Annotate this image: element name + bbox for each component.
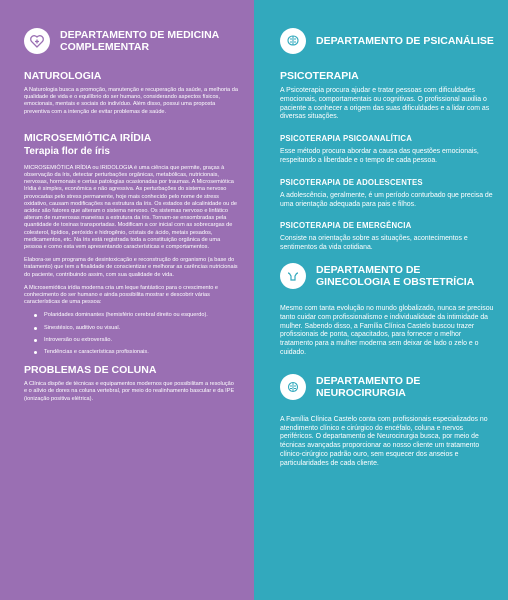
- iridia-subtitle: Terapia flor de íris: [24, 145, 110, 157]
- bullet-item: Sinestésico, auditivo ou visual.: [32, 325, 238, 332]
- iridia-p2: Elabora-se um programa de desintoxicação e reconstrução do organismo (a base do tratamento) que tem a finalidade de conscientizar e melhorar as carências nutricionais do paciente, contribuindo assim, com sua qualidade de vida.: [24, 257, 238, 278]
- iridia-p3: A Microsemiótica irídia moderna cria um leque fantástico para o crescimento e conhecimento do ser humano e ainda possibilita mostrar e descobrir várias características de uma pessoa:: [24, 284, 219, 306]
- bullet-item: Tendências e características profissionais.: [32, 349, 238, 356]
- naturologia-title: NATUROLOGIA: [24, 70, 102, 82]
- naturologia-text: A Naturologia busca a promoção, manutenção e recuperação da saúde, a melhoria da qualidade de vida e o equilíbrio do ser humano, considerando aspectos físicos, emocionais, mentais e sociais do indivíduo. Além disso, possui uma proposta preventiva com a intenção de evitar problemas de saúde.: [24, 87, 238, 115]
- dept-medicina-header: [24, 28, 238, 54]
- psicoterapia-title: PSICOTERAPIA: [280, 70, 359, 82]
- uterus-icon: [280, 263, 306, 289]
- emergencia-title: PSICOTERAPIA DE EMERGÊNCIA: [280, 221, 412, 231]
- brain-head-icon: [280, 374, 306, 400]
- brain-icon: [280, 28, 306, 54]
- gineco-text: Mesmo com tanta evolução no mundo globalizado, nunca se precisou tanto cuidar com profissionalismo e individualidade da intimidade da mulher. Sabendo disso, a Família Clínica Castelo buscou trazer profissionais de ponta, capacitados, para fornecer o melhor tratamento para a mulher moderna sem deixar de lado o zelo e o cuidado.: [280, 304, 494, 356]
- dept-psicanalise-header: [280, 28, 496, 54]
- bullet-item: Introversão ou extroversão.: [32, 337, 238, 344]
- dept-gineco-title: DEPARTAMENTO DE GINECOLOGIA E OBSTETRÍCIA: [316, 263, 475, 288]
- adolescentes-text: A adolescência, geralmente, é um período conturbado que precisa de uma orientação adequada para pais e filhos.: [280, 191, 493, 208]
- analitica-text: Esse método procura abordar a causa das questões emocionais, respeitando a liberdade e o tempo de cada pessoa.: [280, 148, 479, 164]
- right-column: [254, 0, 508, 600]
- iridia-bullets: [32, 312, 238, 356]
- dept-medicina-title: DEPARTAMENTO DE MEDICINA COMPLEMENTAR: [60, 29, 219, 53]
- dept-gineco-header: [280, 263, 496, 289]
- coluna-title: PROBLEMAS DE COLUNA: [24, 364, 157, 377]
- neuro-text: A Família Clínica Castelo conta com profissionais especializados no atendimento clínico e cirúrgico do encéfalo, coluna e nervos periféricos. O departamento de Neurocirurgia busca, por meio de técnicas avançadas proporcionar ao nosso cliente um tratamento clínico-cirúrgico padrão ouro, sem esquecer dos anseios e particularidades de cada cliente.: [280, 415, 488, 467]
- emergencia-text: Consiste na orientação sobre as situações, acontecimentos e sentimentos da vida cotidiana.: [280, 235, 468, 252]
- iridia-title: MICROSEMIÓTICA IRÍDIA: [24, 131, 152, 144]
- heart-cross-icon: [24, 28, 50, 54]
- dept-psicanalise-title: DEPARTAMENTO DE PSICANÁLISE: [316, 35, 494, 47]
- iridia-p1: MICROSEMIÓTICA IRÍDIA ou IRIDOLOGIA é uma ciência que permite, graças à observação da íris, detectar perturbações orgânicas, metabólicas, nutricionais, nervosas, hormonais e certas patologias ocasionadas por traumas. A Microsemiótica Irídia é simples, econômica e não agressiva. As perturbações do sistema nervoso provocadas pelo stress permanente, hoje mais conhecido pelo nome de stress oxidativo, causam modificações na estrutura da íris. Os estados de alcalinidade ou de acidez são fatores que alteram o sistema nervoso. Os sistemas nervoso e linfático alteram de numerosas maneiras a estrutura da íris. Tornam-se ensombradas pela quantidade de toxinas transportadas. Modificam a cor inicial com as sobrecargas de colesterol, lipídios, peróxido e hidrogênio, cristais de ácido, metais pesados, medicamentos, etc. Na íris está registrada toda a constituição orgânica de uma pessoa e como esta vem apresentando características e comportamentos.: [24, 164, 237, 251]
- coluna-text: A Clínica dispõe de técnicas e equipamentos modernos que possibilitam a resolução e o alívio de dores na coluna vertebral, por meio do realinhamento bascular e da IPE (ionização positiva elétrica).: [24, 381, 235, 402]
- analitica-title: PSICOTERAPIA PSICOANALÍTICA: [280, 134, 413, 144]
- adolescentes-title: PSICOTERAPIA DE ADOLESCENTES: [280, 177, 423, 187]
- bullet-item: Polaridades dominantes (hemisfério cerebral direito ou esquerdo).: [32, 312, 238, 319]
- dept-neuro-header: [280, 374, 496, 400]
- dept-neuro-title: DEPARTAMENTO DE NEUROCIRURGIA: [316, 374, 421, 399]
- psicoterapia-text: A Psicoterapia procura ajudar e tratar pessoas com dificuldades emocionais, comportamentais ou cognitivas. O profissional auxilia o paciente a conhecer a origem das suas dificuldades e a lidar com as diversas situações.: [280, 87, 490, 121]
